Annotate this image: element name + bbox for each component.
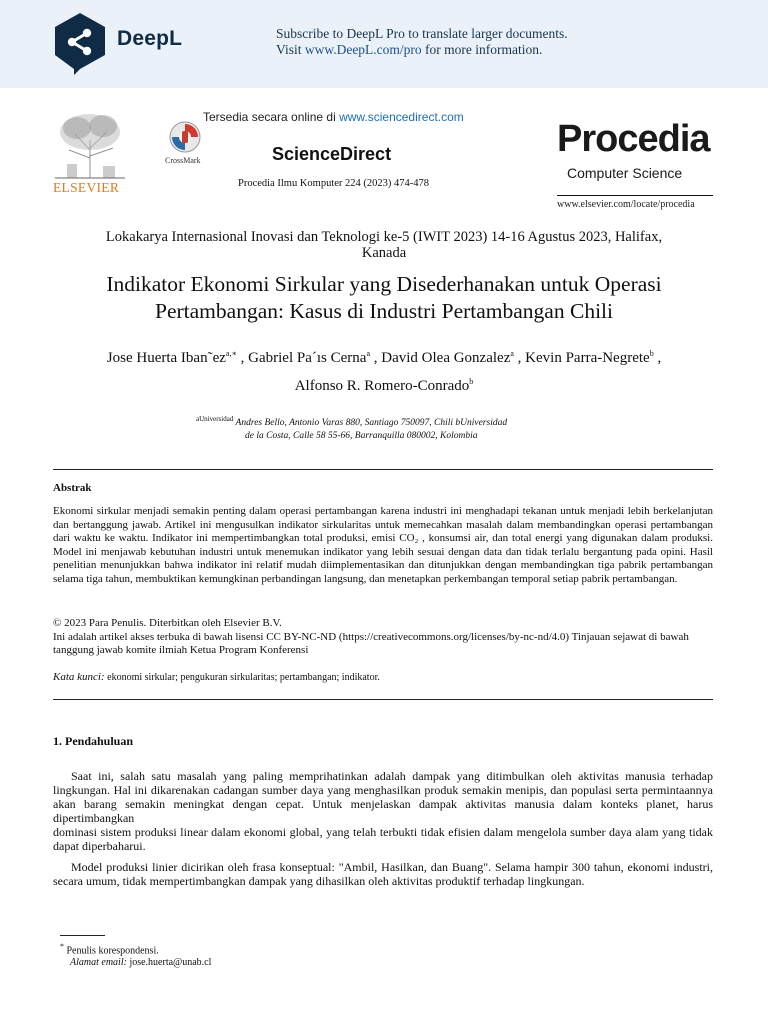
- paper-title: Indikator Ekonomi Sirkular yang Disederhanakan untuk Operasi Pertambangan: Kasus di Industri Pertambangan Chili: [106, 272, 662, 323]
- journal-reference: Procedia Ilmu Komputer 224 (2023) 474-478: [238, 178, 430, 189]
- abstract-heading: Abstrak: [53, 482, 92, 494]
- intro-paragraph-1-text: Saat ini, salah satu masalah yang paling memprihatinkan adalah dampak yang ditimbulkan oleh aktivitas manusia terhadap lingkungan. Hal ini dikarenakan cadangan sumber daya yang menghasilkan produk semakin menipis, dan populasi serta permintaannya akan barang semakin meningkat dengan cepat. Untuk menjelaskan dampak aktivitas manusia dalam konteks planet, harus dipertimbangkan: [53, 769, 713, 825]
- section-heading: 1. Pendahuluan: [53, 734, 134, 748]
- procedia-url[interactable]: www.elsevier.com/locate/procedia: [557, 199, 695, 210]
- footnote-corresponding: Penulis korespondensi.: [66, 945, 159, 957]
- abstract-body: Ekonomi sirkular menjadi semakin penting dalam operasi pertambangan karena industri ini menghadapi tekanan untuk menjadi lebih berkelanjutan dan bertanggung jawab. Artikel ini mengusulkan indikator sirkularitas untuk memecahkan masalah dalam membandingkan operasi pertambangan dari waktu ke waktu. Indikator ini mempertimbangkan total produksi, emisi CO₂ , konsumsi air, dan total energi yang digunakan dalam produksi. Model ini menjawab kebutuhan industri untuk menemukan indikator yang lebih sesuai dengan data dan tidak terlalu bergantung pada opini. Hasil penelitian menunjukkan bahwa indikator ini relatif mudah diimplementasikan dan ditunjukkan dengan membandingkan tiga pabrik pertambangan selama tiga tahun, membuktikan kemungkinan perbandingan langsung, dan menetapkan perkembangan temporal setiap pabrik pertambangan.: [53, 505, 713, 585]
- procedia-journal-subtitle: Computer Science: [567, 165, 683, 181]
- affiliation-line-2: de la Costa, Calle 58 55-66, Barranquilla 080002, Kolombia: [245, 431, 478, 442]
- deepl-pro-link[interactable]: www.DeepL.com/pro: [304, 42, 422, 57]
- procedia-journal-name: Procedia: [557, 118, 710, 160]
- intro-paragraph-1-continued: dominasi sistem produksi linear dalam ekonomi global, yang telah terbukti tidak efisien dalam mengelola sumber daya alam yang tidak dapat diperbaharui.: [53, 825, 713, 853]
- elsevier-wordmark: ELSEVIER: [53, 180, 120, 195]
- keywords-label: Kata kunci:: [53, 671, 105, 683]
- footnote-rule: [60, 935, 105, 936]
- intro-paragraph-1: [53, 769, 713, 853]
- author-name: Gabriel Pa´ıs Cerna: [248, 350, 367, 366]
- author-sup: a,∗: [225, 349, 237, 358]
- author-list: Jose Huerta $Iban˜ez^{a,∗}$ , Gabriel Pa´ıs Cerna$^a$ , David Olea Gonzalez$^a$ , Kevin Parra-Negrete$^b$ , Alfonso R. Romero-Conrado$^b$: [106, 349, 662, 394]
- crossmark-icon[interactable]: [168, 120, 202, 160]
- author-sup: a: [510, 349, 514, 358]
- author-name: Jose Huerta Iban˜ez: [106, 350, 226, 366]
- banner-message: [276, 26, 568, 58]
- intro-paragraph-2: [53, 860, 713, 888]
- deepl-brand-name: DeepL: [117, 27, 183, 50]
- availability-prefix: Tersedia secara online di: [203, 110, 340, 124]
- footnote: [60, 941, 211, 969]
- author-sup: b: [649, 349, 654, 358]
- footnote-marker: *: [60, 942, 64, 951]
- email-label: Alamat email:: [70, 957, 127, 969]
- deepl-logo-icon: [52, 11, 108, 77]
- affiliation-marker: aUniversidad: [196, 415, 234, 423]
- affiliation-line-1: Andres Bello, Antonio Varas 880, Santiago 750097, Chili bUniversidad: [235, 418, 508, 429]
- author-name: Kevin Parra-Negrete: [525, 350, 650, 366]
- author-sup: a: [366, 349, 370, 358]
- keywords: [53, 671, 713, 683]
- author-name: David Olea Gonzalez: [381, 350, 511, 366]
- elsevier-tree-logo-icon: [53, 110, 127, 180]
- copyright-line: © 2023 Para Penulis. Diterbitkan oleh Elsevier B.V.: [53, 617, 282, 629]
- sciencedirect-link[interactable]: www.sciencedirect.com: [339, 110, 464, 124]
- license-text: Ini adalah artikel akses terbuka di bawah lisensi CC BY-NC-ND (https://creativecommons.org/licenses/by-nc-nd/4.0) Tinjauan sejawat di bawah tanggung jawab komite ilmiah Ketua Program Konferensi: [53, 630, 689, 656]
- email-address[interactable]: jose.huerta@unab.cl: [129, 957, 212, 969]
- availability-line: [203, 110, 464, 124]
- keywords-list: ekonomi sirkular; pengukuran sirkularitas; pertambangan; indikator.: [107, 672, 380, 683]
- author-sup: b: [469, 377, 474, 386]
- author-name: Alfonso R. Romero-Conrado: [294, 378, 470, 394]
- copyright-block: [53, 617, 713, 658]
- abstract-bottom-rule: [53, 699, 713, 700]
- sciencedirect-title: ScienceDirect: [272, 144, 392, 164]
- banner-line-2-prefix: Visit: [276, 42, 305, 57]
- banner-line-1: Subscribe to DeepL Pro to translate larger documents.: [276, 26, 568, 41]
- banner-line-2: [276, 42, 568, 58]
- conference-info: Lokakarya Internasional Inovasi dan Teknologi ke-5 (IWIT 2023) 14-16 Agustus 2023, Halifax, Kanada: [105, 229, 663, 261]
- intro-paragraph-2-text: Model produksi linier dicirikan oleh frasa konseptual: "Ambil, Hasilkan, dan Buang". Selama hampir 300 tahun, ekonomi industri, secara umum, tidak mempertimbangkan dampak yang dihasilkan oleh aktivitas produktif terhadap lingkungan.: [53, 860, 713, 888]
- affiliations: [196, 413, 572, 443]
- abstract-top-rule: [53, 469, 713, 470]
- banner-line-2-suffix: for more information.: [421, 42, 543, 57]
- crossmark-label: CrossMark: [165, 156, 201, 165]
